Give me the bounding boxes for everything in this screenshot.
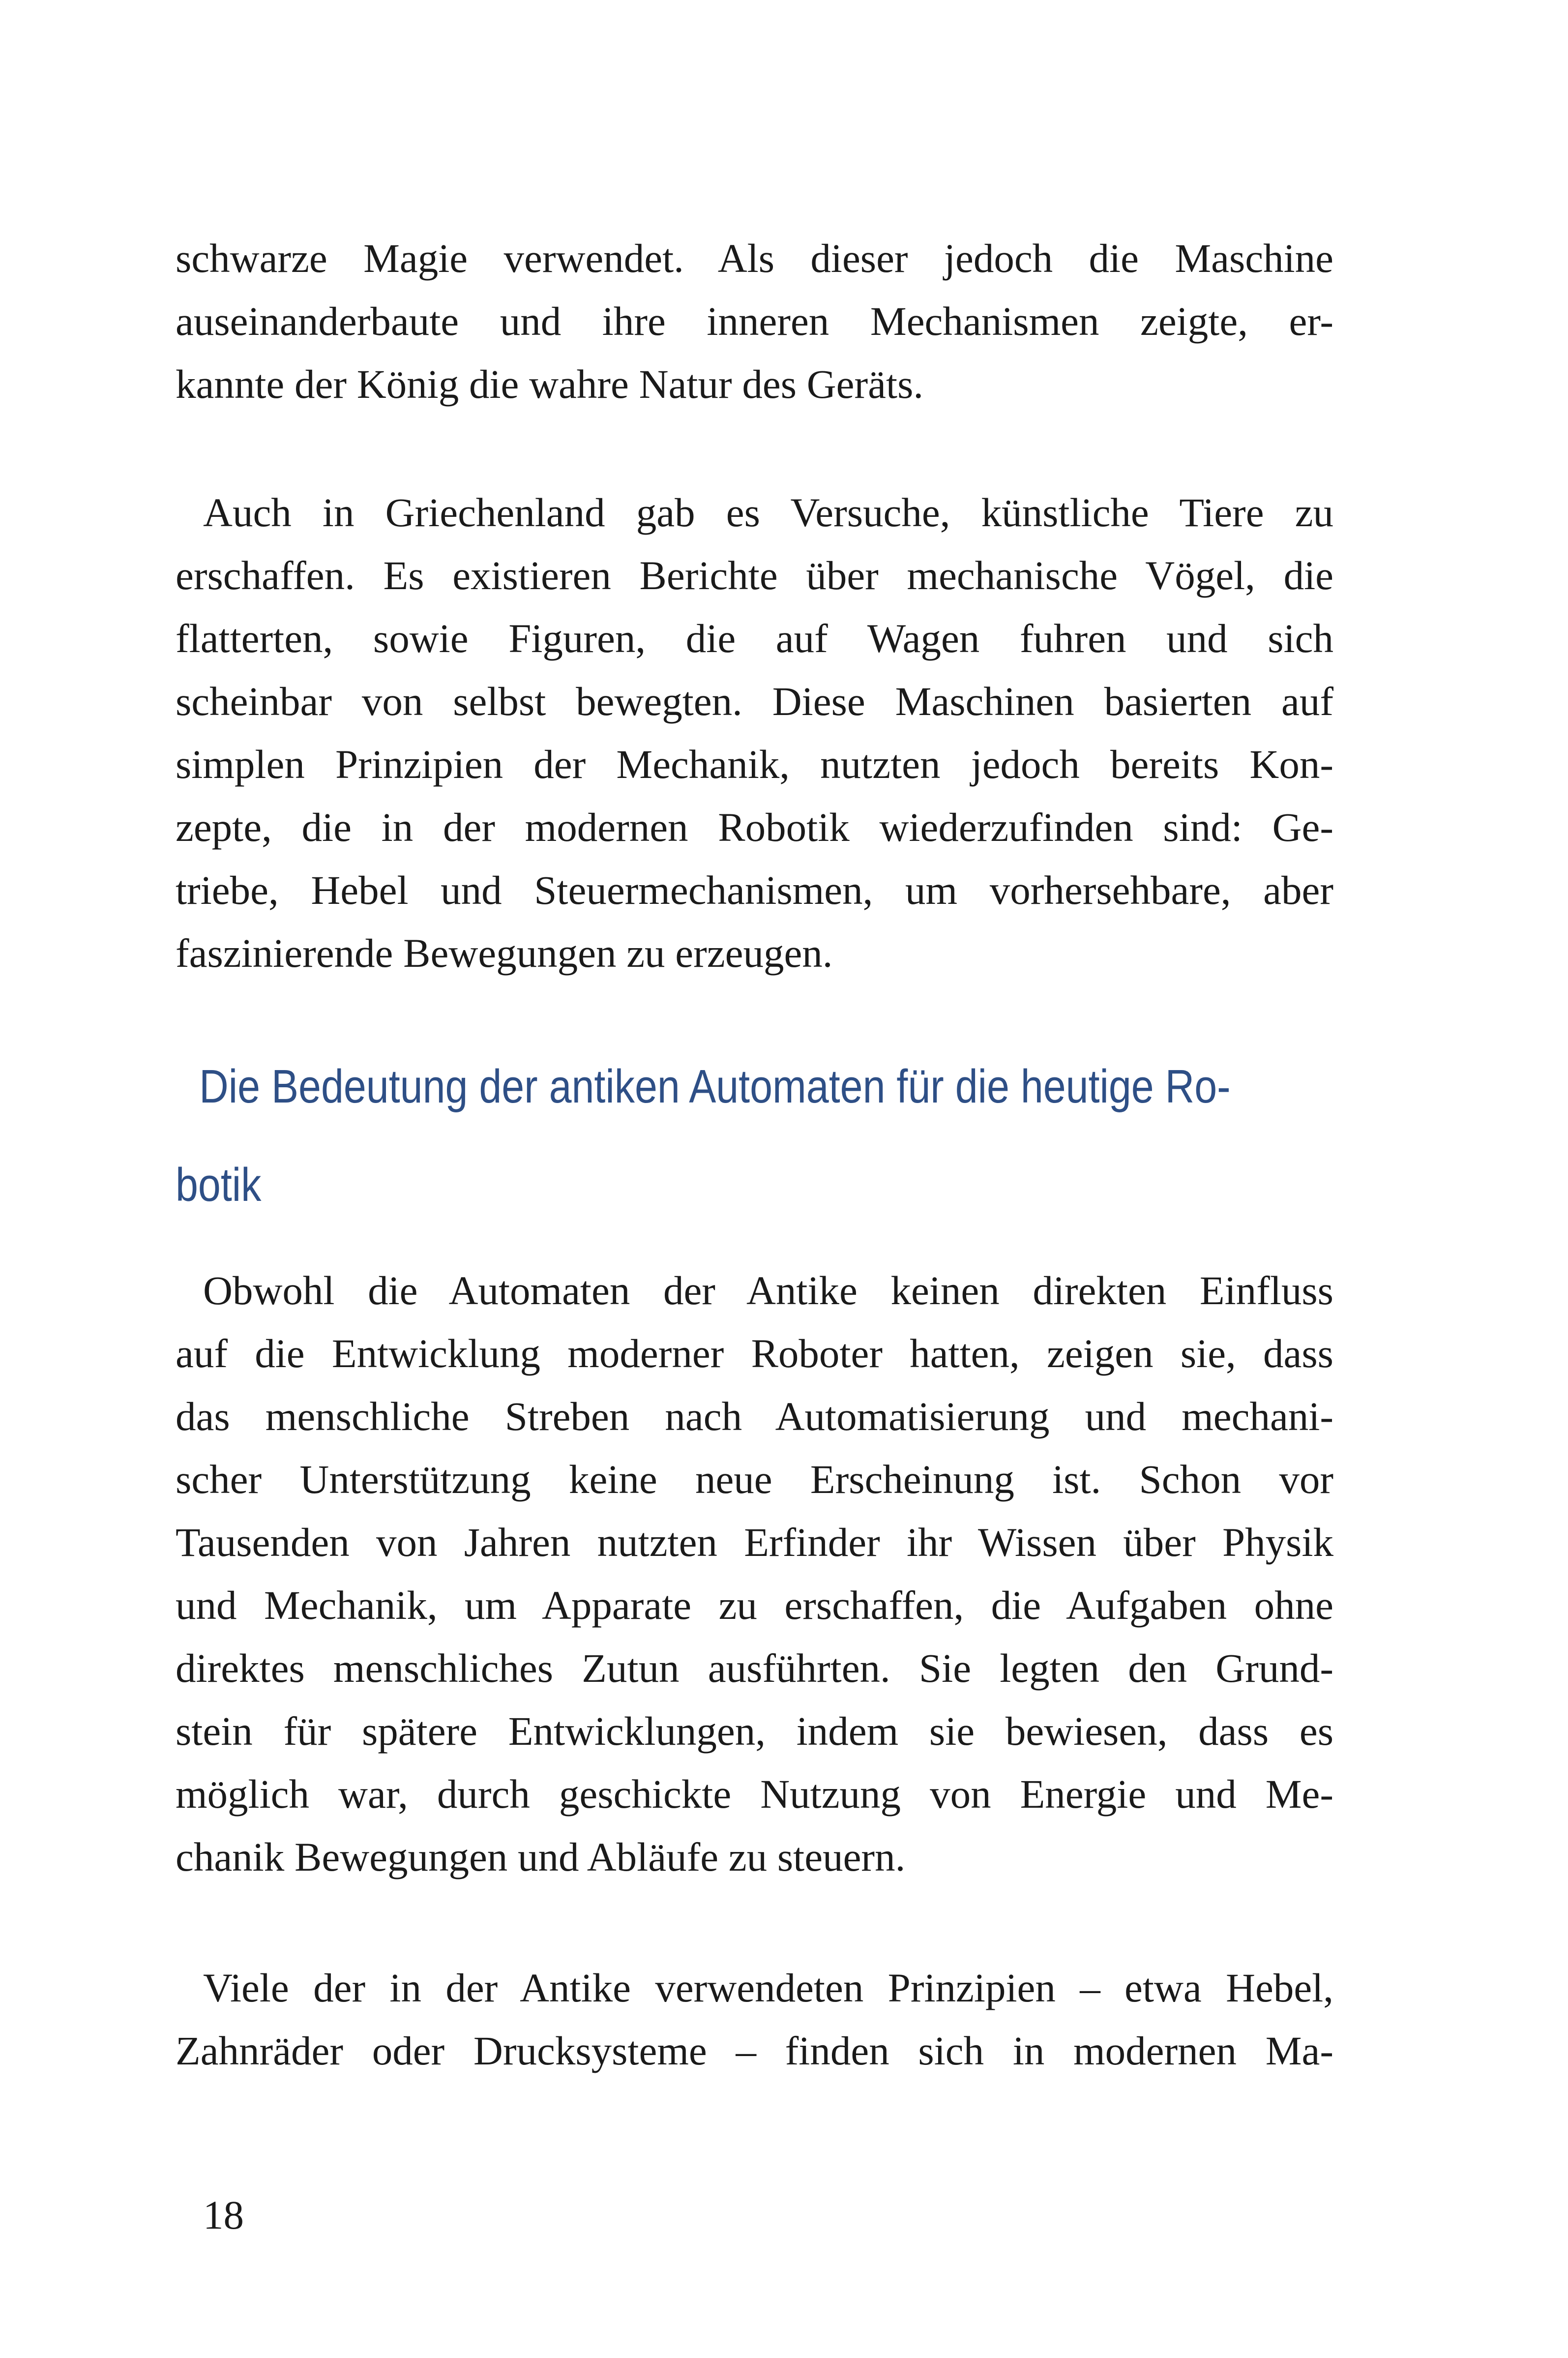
paragraph-line: direktes menschliches Zutun ausführten. Sie legten den Grund- — [176, 1645, 1333, 1691]
page-number: 18 — [203, 2192, 244, 2238]
paragraph-4 — [176, 1956, 1333, 2082]
paragraph-line: kannte der König die wahre Natur des Geräts. — [176, 361, 924, 407]
section-heading — [176, 1038, 1231, 1234]
paragraph-line: triebe, Hebel und Steuermechanismen, um vorhersehbare, aber — [176, 867, 1333, 913]
paragraph-line: stein für spätere Entwicklungen, indem sie bewiesen, dass es — [176, 1708, 1333, 1754]
paragraph-line: Tausenden von Jahren nutzten Erfinder ihr Wissen über Physik — [176, 1520, 1333, 1565]
paragraph-line: auseinanderbaute und ihre inneren Mechanismen zeigte, er- — [176, 298, 1333, 344]
paragraph-line: faszinierende Bewegungen zu erzeugen. — [176, 930, 833, 976]
paragraph-line: scher Unterstützung keine neue Erscheinung ist. Schon vor — [176, 1457, 1333, 1502]
paragraph-line: schwarze Magie verwendet. Als dieser jedoch die Maschine — [176, 236, 1333, 281]
section-heading-line: botik — [176, 1159, 262, 1211]
paragraph-line: flatterten, sowie Figuren, die auf Wagen fuhren und sich — [176, 616, 1333, 661]
paragraph-3 — [176, 1259, 1333, 1888]
paragraph-line: Auch in Griechenland gab es Versuche, künstliche Tiere zu — [203, 490, 1333, 535]
paragraph-line: scheinbar von selbst bewegten. Diese Maschinen basierten auf — [176, 679, 1333, 724]
paragraph-line: Obwohl die Automaten der Antike keinen direkten Einfluss — [203, 1268, 1333, 1313]
section-heading-line: Die Bedeutung der antiken Automaten für die heutige Ro- — [199, 1060, 1231, 1113]
paragraph-line: und Mechanik, um Apparate zu erschaffen, die Aufgaben ohne — [176, 1582, 1333, 1628]
paragraph-line: möglich war, durch geschickte Nutzung von Energie und Me- — [176, 1771, 1333, 1817]
paragraph-line: Viele der in der Antike verwendeten Prinzipien – etwa Hebel, — [203, 1965, 1333, 2010]
paragraph-1 — [176, 227, 1333, 416]
paragraph-line: das menschliche Streben nach Automatisierung und mechani- — [176, 1394, 1333, 1439]
paragraph-line: zepte, die in der modernen Robotik wiederzufinden sind: Ge- — [176, 805, 1333, 850]
paragraph-2 — [176, 481, 1333, 985]
paragraph-line: Zahnräder oder Drucksysteme – finden sich in modernen Ma- — [176, 2028, 1333, 2073]
paragraph-line: simplen Prinzipien der Mechanik, nutzten jedoch bereits Kon- — [176, 742, 1333, 787]
paragraph-line: auf die Entwicklung moderner Roboter hatten, zeigen sie, dass — [176, 1331, 1333, 1376]
paragraph-line: chanik Bewegungen und Abläufe zu steuern. — [176, 1834, 906, 1880]
paragraph-line: erschaffen. Es existieren Berichte über mechanische Vögel, die — [176, 553, 1333, 598]
